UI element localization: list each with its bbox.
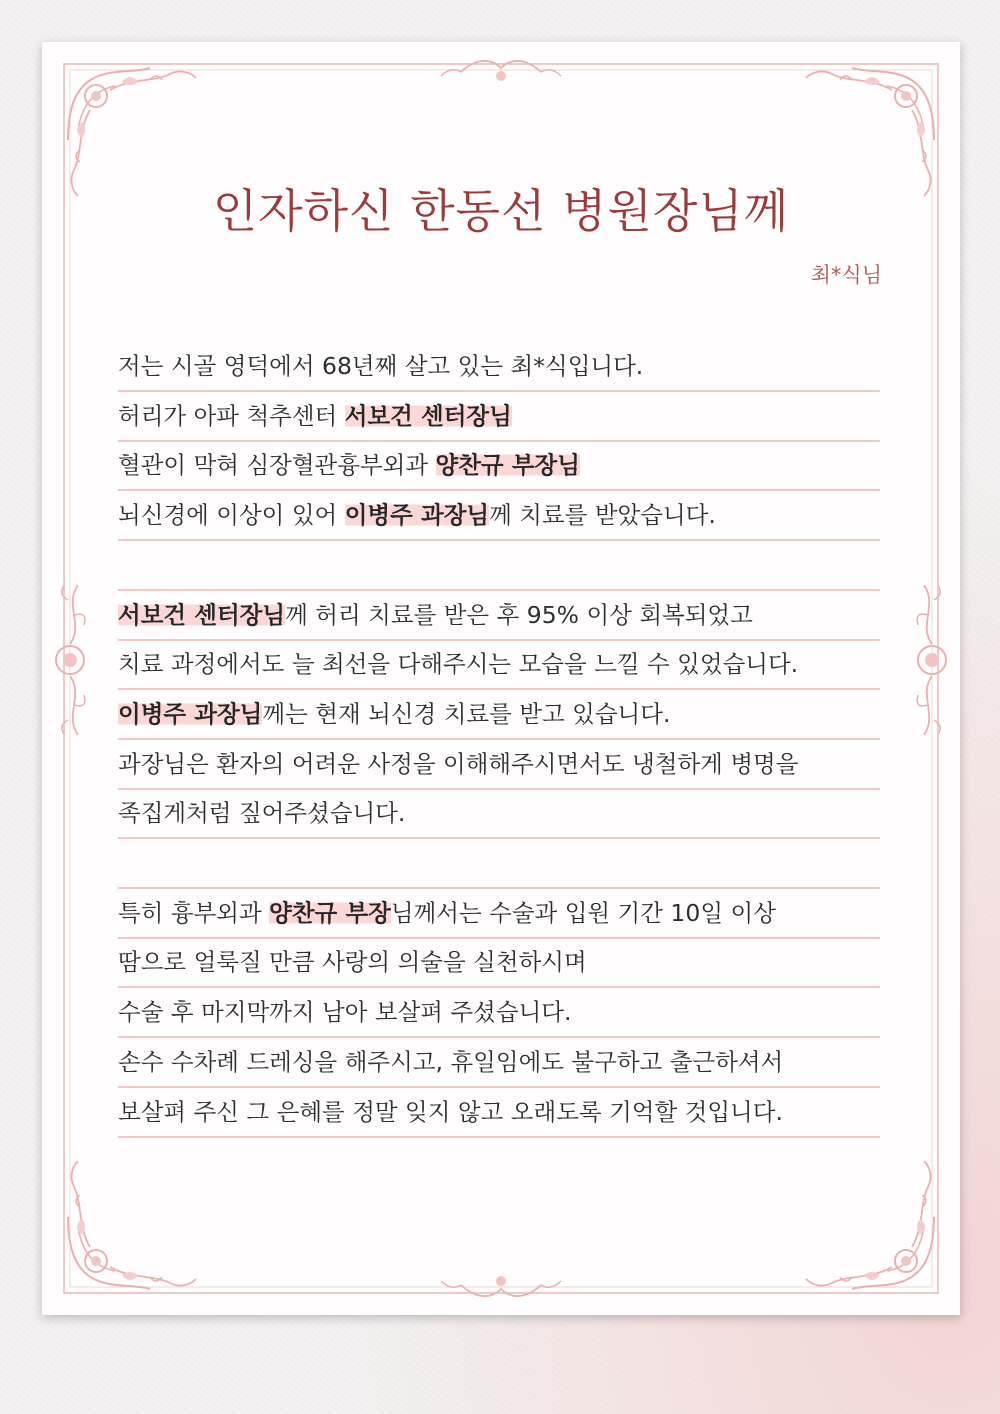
line-text: 수술 후 마지막까지 남아 보살펴 주셨습니다. [118, 998, 572, 1027]
line-text: 께 치료를 받았습니다. [489, 501, 716, 530]
highlighted-name: 서보건 센터장님 [344, 401, 512, 430]
letter-line [118, 1038, 880, 1088]
line-text: 저는 시골 영덕에서 68년째 살고 있는 최*식입니다. [118, 352, 644, 380]
line-text: 치료 과정에서도 늘 최선을 다해주시는 모습을 느낄 수 있었습니다. [118, 650, 799, 679]
line-text: 허리가 아파 척추센터 [118, 401, 345, 430]
line-text: 께 허리 치료를 받은 후 95% 이상 회복되었고 [285, 600, 753, 629]
line-text: 손수 수차례 드레싱을 해주시고, 휴일임에도 불구하고 출근하셔서 [118, 1047, 784, 1076]
highlighted-name: 이병주 과장님 [344, 501, 490, 530]
letter-title: 인자하신 한동선 병원장님께 [212, 184, 790, 238]
letter-line [118, 988, 880, 1038]
line-text: 보살펴 주신 그 은혜를 정말 잊지 않고 오래도록 기억할 것입니다. [118, 1097, 783, 1126]
letter-line [118, 889, 880, 939]
letter-blank-line [118, 541, 880, 591]
letter-line [118, 789, 880, 839]
line-text: 특히 흉부외과 [118, 898, 270, 927]
line-text: 혈관이 막혀 심장혈관흉부외과 [118, 451, 436, 480]
letter-line [118, 591, 880, 641]
line-text: 땀으로 얼룩질 만큼 사랑의 의술을 실천하시며 [118, 948, 587, 977]
line-text: 뇌신경에 이상이 있어 [118, 501, 345, 530]
letter-line [118, 441, 880, 491]
floral-corner-ornament-bottom-left [68, 1161, 196, 1289]
line-text: 께는 현재 뇌신경 치료를 받고 있습니다. [262, 699, 671, 728]
letter-line [118, 342, 880, 392]
letter-line [118, 938, 880, 988]
floral-corner-ornament-bottom-right [806, 1161, 934, 1289]
letter-line [118, 740, 880, 790]
letter-blank-line [118, 839, 880, 889]
highlighted-name: 양찬규 부장님 [435, 451, 580, 480]
letter-paper [42, 42, 960, 1315]
letter-line [118, 690, 880, 740]
highlighted-name: 이병주 과장님 [118, 699, 263, 728]
letter-author: 최*식님 [810, 263, 882, 287]
letter-line [118, 392, 880, 442]
highlighted-name: 양찬규 부장 [269, 898, 391, 927]
line-text: 과장님은 환자의 어려운 사정을 이해해주시면서도 냉철하게 병명을 [118, 749, 799, 778]
letter-line [118, 640, 880, 690]
highlighted-name: 서보건 센터장님 [118, 600, 286, 629]
letter-line [118, 491, 880, 541]
line-text: 족집게처럼 짚어주셨습니다. [118, 799, 406, 828]
letter-line [118, 1088, 880, 1138]
line-text: 님께서는 수술과 입원 기간 10일 이상 [390, 898, 776, 927]
